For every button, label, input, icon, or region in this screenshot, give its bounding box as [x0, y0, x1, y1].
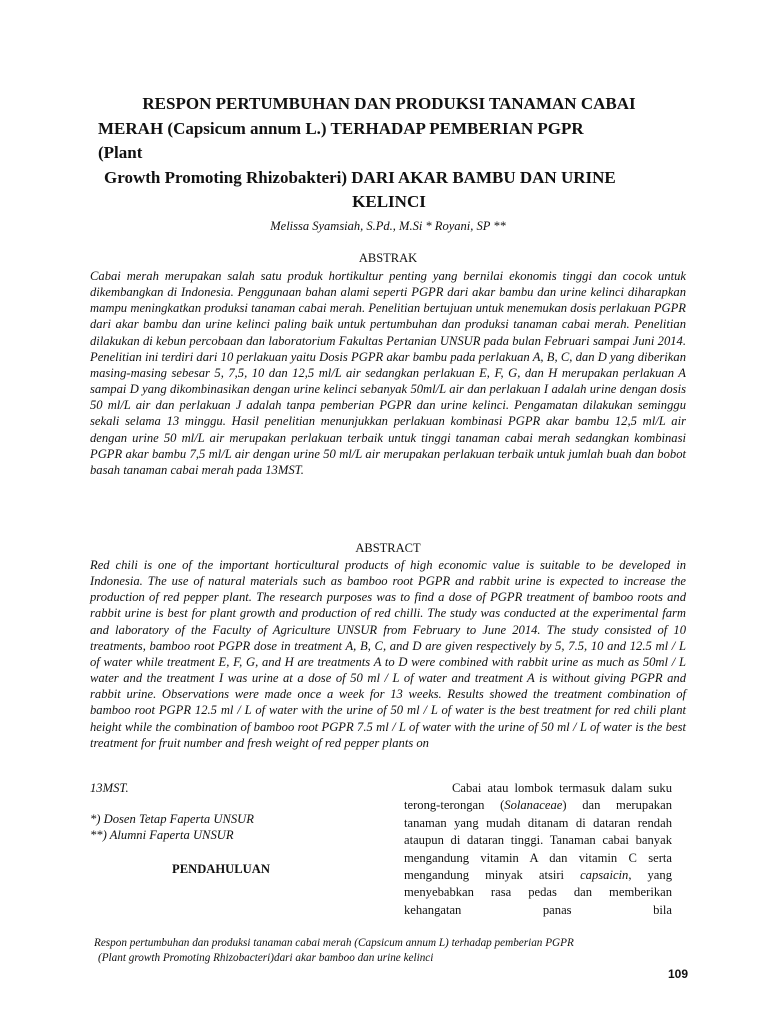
intro-paragraph: [404, 780, 672, 919]
page-number: 109: [667, 967, 688, 981]
title-line-2: MERAH (Capsicum annum L.) TERHADAP PEMBERIAN PGPR: [98, 118, 584, 138]
running-footer-line-2: (Plant growth Promoting Rhizobacteri)dari akar bamboo dan urine kelinci: [98, 952, 434, 964]
footnote-1: *) Dosen Tetap Faperta UNSUR: [90, 812, 254, 826]
abstrak-heading: ABSTRAK: [358, 251, 418, 265]
title-line-3: (Plant: [98, 143, 143, 162]
section-heading-pendahuluan: PENDAHULUAN: [172, 862, 270, 876]
intro-part-2: ) dan merupakan tanaman yang mudah ditanam di dataran rendah ataupun di dataran tinggi. Tanaman cabai banyak mengandung vitamin A dan vitamin C serta mengandung minyak atsiri: [404, 798, 672, 883]
title-line-5: KELINCI: [352, 192, 426, 211]
abstract-body: Red chili is one of the important horticultural products of high economic value is suitable to be developed in Indonesia. The use of natural materials such as bamboo root PGPR and rabbit urine is expected to increase the production of red pepper plant. The research purposes was to find a dose of PGPR treatment of bamboo roots and rabbit urine is best for plant growth and production of red chilli. The study was conducted at the experimental farm and laboratory of the Faculty of Agriculture UNSUR from February to June 2014. The study consisted of 10 treatments, bamboo root PGPR dose in treatment A, B, C, and D are given respectively by 5, 7.5, 10 and 12.5 ml / L of water while treatment E, F, G, and H are treatments A to D were combined with rabbit urine as much as 50ml / L water and the treatment I was urine at a dose of 50 ml / L of water and treatment A is without giving PGPR and rabbit urine. Observations were made once a week for 13 weeks. Results showed the treatment combination of bamboo root PGPR 12.5 ml / L of water with the urine of 50 ml / L of water is the best treatment for red chili plant height while the combination of bamboo root PGPR 7.5 ml / L of water with the urine of 50 ml / L of water is the best treatment for fruit number and fresh weight of red pepper plants on: [90, 558, 686, 750]
title-line-4: Growth Promoting Rhizobakteri) DARI AKAR BAMBU DAN URINE: [104, 167, 616, 187]
running-footer: [94, 936, 694, 966]
author-line: Melissa Syamsiah, S.Pd., M.Si * Royani, SP **: [270, 219, 506, 233]
paper-title: [92, 92, 686, 215]
intro-part-1: Cabai atau lombok termasuk dalam suku terong-terongan (: [404, 781, 672, 813]
intro-family: Solanaceae: [504, 798, 563, 813]
abstrak-body: Cabai merah merupakan salah satu produk hortikultur penting yang bernilai ekonomis tinggi dan cocok untuk dikembangkan di Indonesia. Penggunaan bahan alami seperti PGPR dari akar bambu dan urine kelinci diharapkan mampu meningkatkan produksi tanaman cabai merah. Penelitian bertujuan untuk menemukan dosis perlakuan PGPR dari akar bambu dan urine kelinci paling baik untuk pertumbuhan dan produksi tanaman cabai merah. Penelitian dilakukan di kebun percobaan dan laboratorium Fakultas Pertanian UNSUR pada bulan Februari sampai Juni 2014. Penelitian ini terdiri dari 10 perlakuan yaitu Dosis PGPR akar bambu pada perlakuan A, B, C, dan D yang diberikan masing-masing sebesar 5, 7,5, 10 dan 12,5 ml/L air sedangkan perlakuan E, F, G, dan H merupakan perlakuan A sampai D yang dikombinasikan dengan urine kelinci sebanyak 50ml/L air dan perlakuan I adalah urine dengan dosis 50 ml/L air dan perlakuan J adalah tanpa pemberian PGPR dan urine kelinci. Pengamatan dilakukan seminggu sekali selama 13 minggu. Hasil penelitian menunjukkan perlakuan kombinasi PGPR akar bambu 12,5 ml/L air dengan urine 50 ml/L air merupakan perlakuan terbaik untuk tinggi tanaman cabai merah sedangkan kombinasi PGPR akar bambu 7,5 ml/L air dengan urine 50 ml/L air merupakan perlakuan terbaik untuk jumlah buah dan bobot basah tanaman cabai merah pada 13MST.: [90, 269, 686, 477]
abstract-tail: 13MST.: [90, 781, 129, 795]
title-line-1: RESPON PERTUMBUHAN DAN PRODUKSI TANAMAN CABAI: [142, 94, 636, 113]
left-column: [90, 780, 390, 877]
abstract-heading: ABSTRACT: [355, 541, 421, 555]
footnote-2: **) Alumni Faperta UNSUR: [90, 828, 234, 842]
running-footer-line-1: Respon pertumbuhan dan produksi tanaman cabai merah (Capsicum annum L) terhadap pemberian PGPR: [94, 937, 574, 949]
intro-part-3: , yang menyebabkan rasa pedas dan memberikan kehangatan panas bila: [404, 868, 672, 917]
intro-compound: capsaicin: [580, 868, 629, 883]
